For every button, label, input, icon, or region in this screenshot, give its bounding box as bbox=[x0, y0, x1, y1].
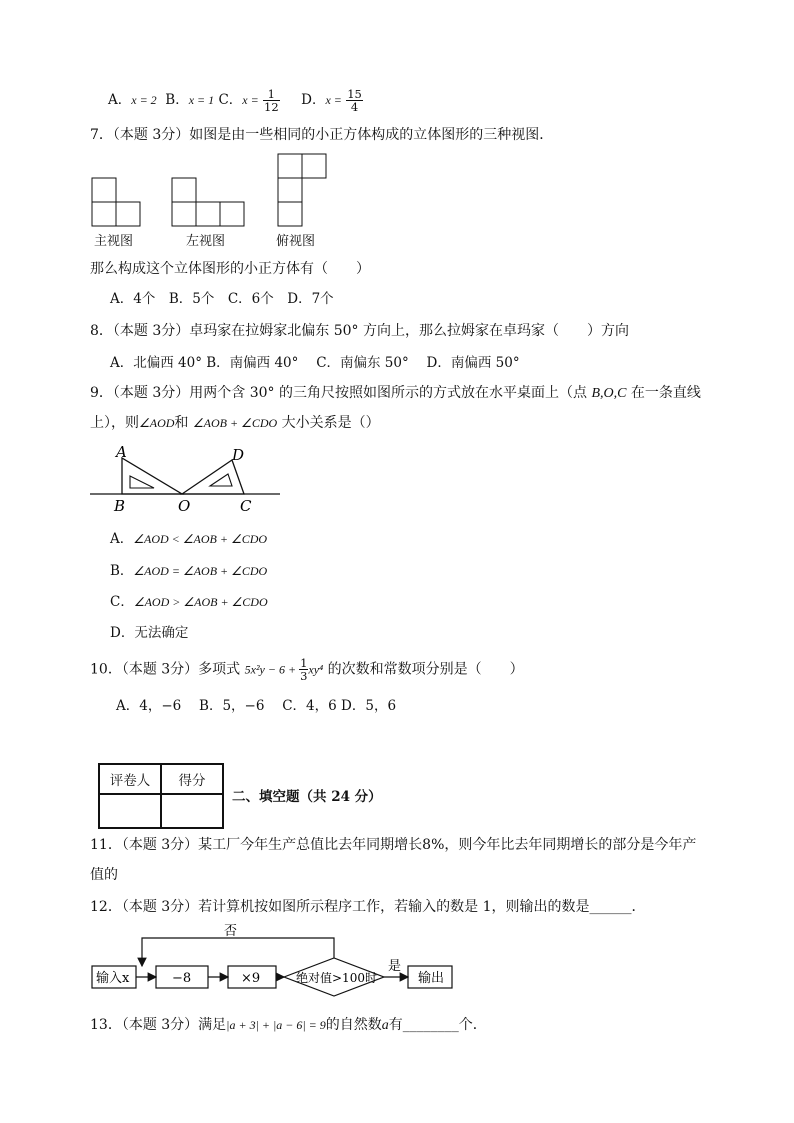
q11-line2: 值的 bbox=[90, 867, 118, 883]
right-triangle-inner bbox=[210, 474, 232, 486]
top-view-label: 俯视图 bbox=[276, 234, 316, 249]
q7-options: A．4个 B．5个 C．6个 D．7个 bbox=[110, 291, 334, 307]
q9-angle-sum: ∠AOB + ∠CDO bbox=[192, 416, 278, 430]
q9-collinear-points: B,O,C bbox=[591, 386, 627, 401]
point-o-label: O bbox=[178, 497, 191, 515]
q13-variable: a bbox=[381, 1018, 389, 1033]
flow-step1-label: −8 bbox=[172, 971, 192, 986]
q9-option-c bbox=[110, 593, 268, 611]
q9-option-c-math: ∠AOD > ∠AOB + ∠CDO bbox=[133, 595, 268, 609]
left-view-label: 左视图 bbox=[186, 234, 226, 249]
q10-fraction bbox=[299, 657, 308, 682]
q10-fraction-numerator: 1 bbox=[300, 656, 308, 670]
q6-option-d-fraction bbox=[346, 88, 363, 113]
flow-loop-arrow bbox=[142, 938, 334, 966]
q9-option-a-math: ∠AOD < ∠AOB + ∠CDO bbox=[133, 532, 268, 546]
point-d-label: D bbox=[232, 446, 245, 464]
grader-cell[interactable] bbox=[99, 794, 161, 828]
section2-title: 二、填空题（共 24 分） bbox=[232, 789, 382, 805]
q13-stem-a: 13．（本题 3分）满足 bbox=[90, 1017, 227, 1033]
q6-option-c-fraction bbox=[263, 88, 280, 113]
q9-stem-line2-c: 大小关系是（） bbox=[277, 415, 380, 431]
q9-stem-line1-b: 在一条直线 bbox=[626, 385, 701, 401]
point-a-label: A bbox=[116, 444, 127, 461]
q9-option-b-math: ∠AOD = ∠AOB + ∠CDO bbox=[133, 564, 268, 578]
front-view-label: 主视图 bbox=[94, 234, 134, 249]
q9-angle-aod: ∠AOD bbox=[139, 416, 175, 430]
q13-stem-b: 的自然数 bbox=[325, 1017, 382, 1033]
q9-option-d: D．无法确定 bbox=[110, 625, 189, 641]
score-table bbox=[98, 763, 224, 829]
q6-option-a-label: A． bbox=[108, 92, 132, 108]
q11-line1: 11．（本题 3分）某工厂今年生产总值比去年同期增长8%，则今年比去年同期增长的部分是今年产 bbox=[90, 837, 697, 853]
q6-option-c-numerator: 1 bbox=[263, 88, 280, 101]
q10-stem-a: 10．（本题 3分）多项式 bbox=[90, 661, 245, 678]
q7-followup: 那么构成这个立体图形的小正方体有（ ） bbox=[90, 261, 370, 277]
q6-option-d-denominator: 4 bbox=[350, 100, 359, 114]
q10-stem-b: 的次数和常数项分别是（ ） bbox=[323, 661, 524, 678]
q9-option-b bbox=[110, 562, 267, 580]
grader-header: 评卷人 bbox=[99, 764, 161, 794]
score-cell[interactable] bbox=[161, 794, 223, 828]
q6-option-a-math: x = 2 bbox=[131, 93, 157, 107]
q9-stem-line1 bbox=[90, 384, 701, 403]
flow-yes-label: 是 bbox=[388, 959, 402, 974]
q9-option-b-label: B． bbox=[110, 563, 134, 579]
flow-output-label: 输出 bbox=[418, 971, 445, 986]
q8-options: A．北偏西 40° B．南偏西 40° C．南偏东 50° D．南偏西 50° bbox=[110, 355, 520, 371]
q10-stem bbox=[90, 657, 524, 682]
q9-option-a-label: A． bbox=[110, 531, 134, 547]
q13-stem bbox=[90, 1016, 487, 1035]
q9-stem-line2 bbox=[90, 414, 380, 432]
flow-input-label: 输入x bbox=[96, 971, 130, 986]
q6-option-d-lhs: x = bbox=[325, 93, 342, 107]
left-view-grid bbox=[172, 178, 244, 226]
q12-flowchart bbox=[88, 922, 468, 998]
q8-stem: 8．（本题 3分）卓玛家在拉姆家北偏东 50° 方向上，那么拉姆家在卓玛家（ ）方向 bbox=[90, 323, 629, 339]
q9-option-a bbox=[110, 530, 267, 548]
q10-options: A．4，−6 B．5，−6 C．4，6 D．5，6 bbox=[116, 698, 397, 714]
q6-option-d-label: D． bbox=[301, 92, 326, 108]
q6-options bbox=[108, 88, 363, 113]
q6-option-c-denominator: 12 bbox=[264, 100, 279, 114]
front-view-grid bbox=[92, 178, 140, 226]
q10-fraction-denominator: 3 bbox=[300, 669, 308, 683]
left-triangle-inner bbox=[130, 476, 154, 488]
q6-option-b-label: B． bbox=[165, 92, 189, 108]
q6-option-c-lhs: x = bbox=[242, 93, 259, 107]
q9-stem-line2-b: 和 bbox=[174, 415, 193, 431]
q9-option-c-label: C． bbox=[110, 594, 134, 610]
flow-condition-label: 绝对值>100时 bbox=[296, 971, 377, 985]
top-view-grid bbox=[278, 154, 326, 226]
q6-option-d-numerator: 15 bbox=[347, 87, 362, 101]
flow-step2-label: ×9 bbox=[241, 971, 261, 986]
q6-option-b-math: x = 1 bbox=[188, 93, 215, 107]
point-c-label: C bbox=[240, 497, 252, 515]
q9-stem-line1-a: 9．（本题 3分）用两个含 30° 的三角尺按照如图所示的方式放在水平桌面上（点 bbox=[90, 385, 592, 401]
flow-no-label: 否 bbox=[224, 924, 238, 939]
q10-polynomial-b: xy⁴ bbox=[308, 662, 324, 677]
score-header: 得分 bbox=[161, 764, 223, 794]
point-b-label: B bbox=[114, 497, 126, 515]
right-triangle-ruler bbox=[182, 460, 244, 494]
q13-stem-c: 有________个． bbox=[388, 1017, 487, 1033]
q10-polynomial-a: 5x²y − 6 + bbox=[244, 662, 300, 677]
q6-option-c-label: C． bbox=[218, 92, 243, 108]
q12-stem: 12．（本题 3分）若计算机按如图所示程序工作，若输入的数是 1，则输出的数是______． bbox=[90, 899, 646, 915]
q9-triangle-figure bbox=[88, 444, 288, 516]
q9-stem-line2-a: 上），则 bbox=[90, 415, 139, 431]
q7-stem: 7．（本题 3分）如图是由一些相同的小正方体构成的立体图形的三种视图． bbox=[90, 127, 554, 143]
q13-equation: |a + 3| + |a − 6| = 9 bbox=[226, 1018, 326, 1032]
